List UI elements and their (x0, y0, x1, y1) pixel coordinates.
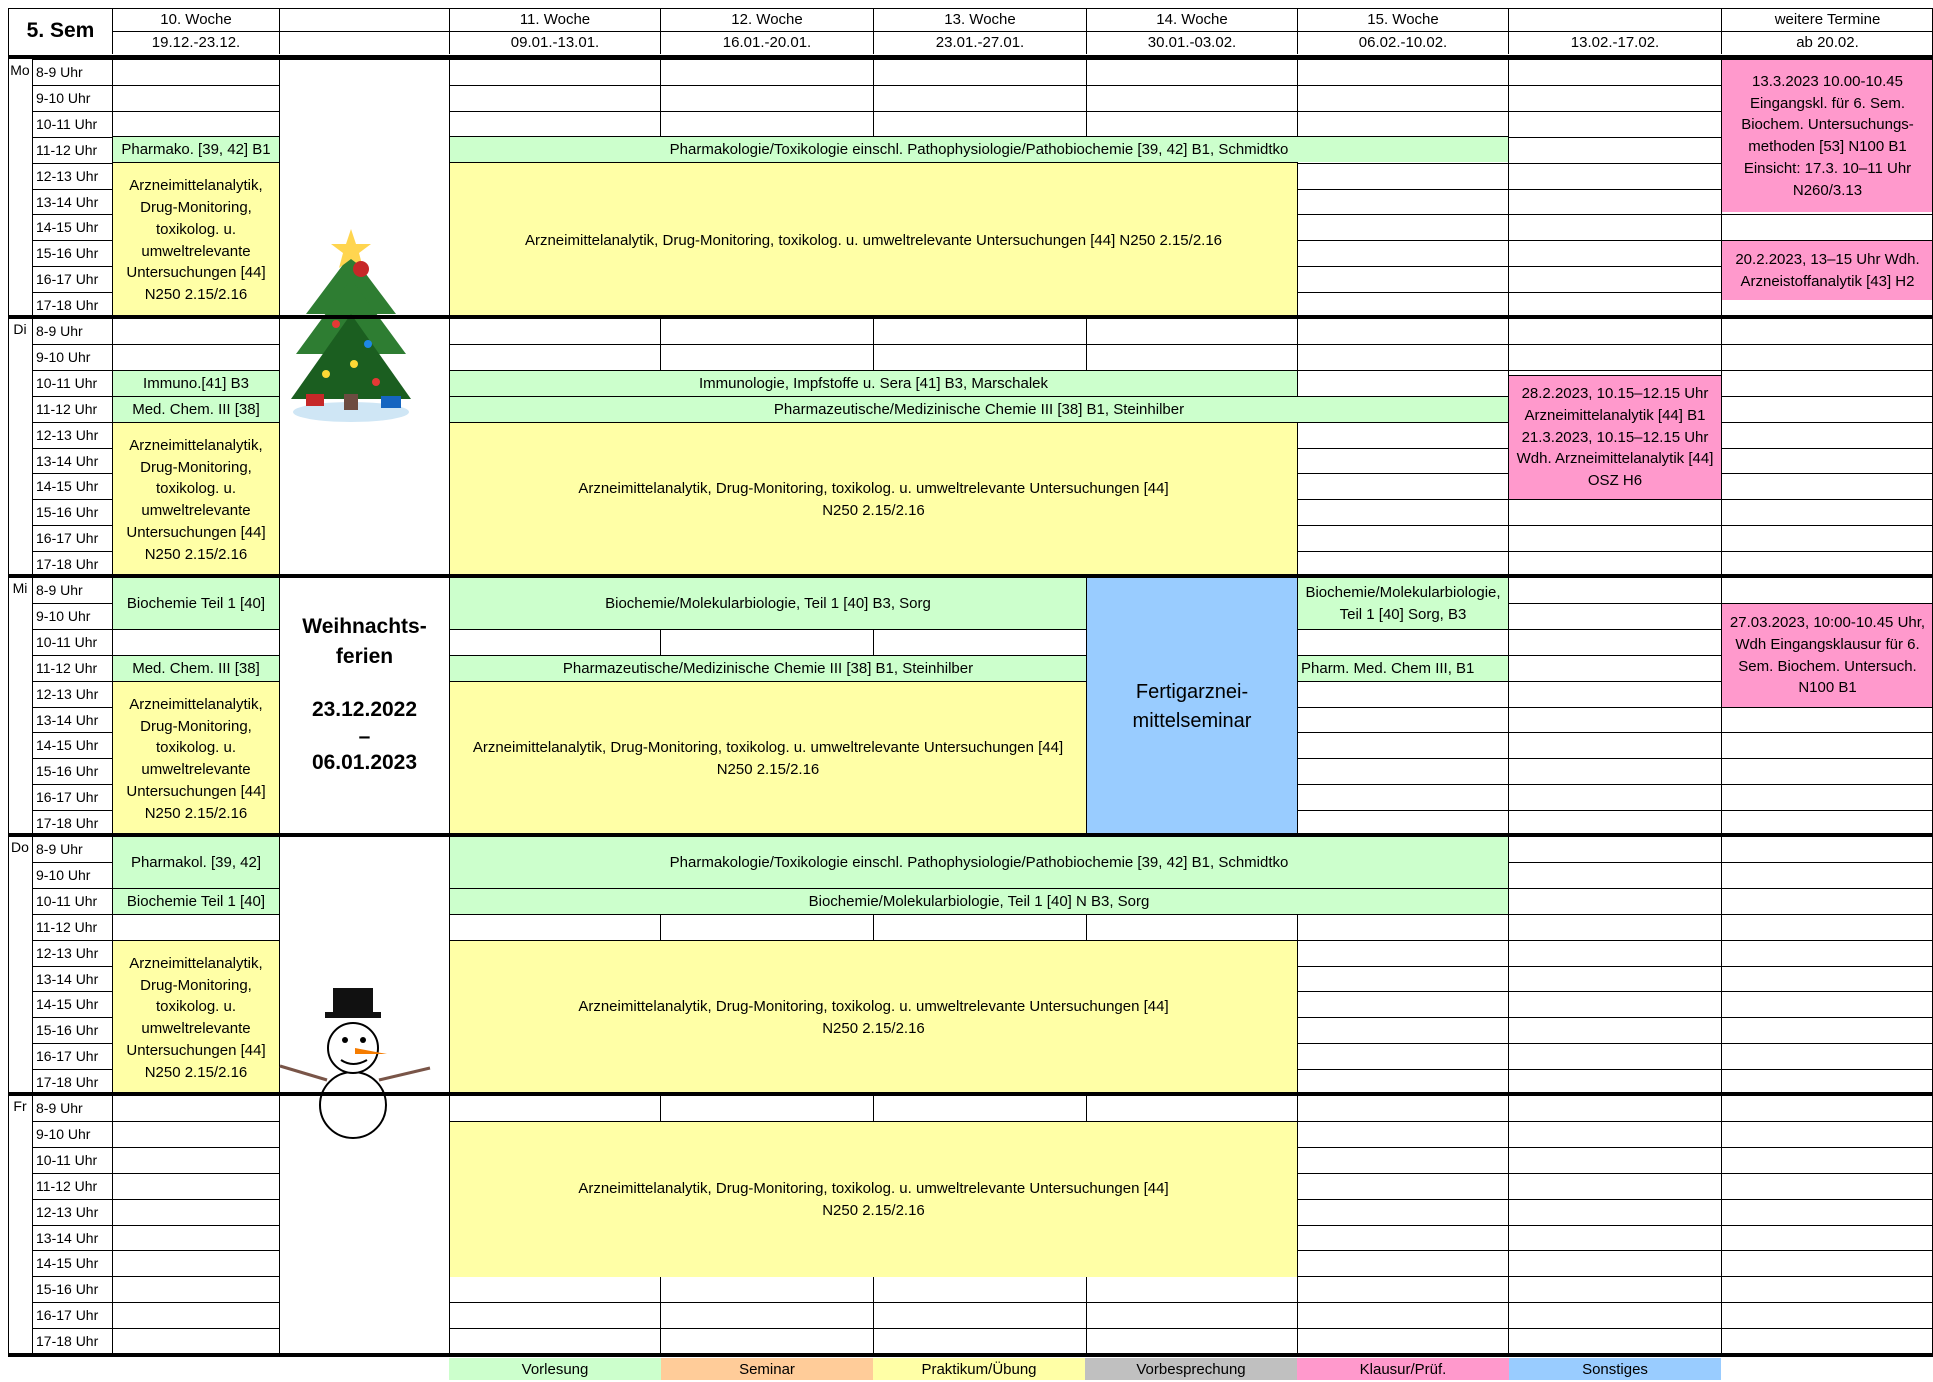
empty-slot[interactable] (1721, 784, 1933, 810)
hour-label: 16-17 Uhr (32, 1043, 112, 1069)
header-separator (8, 55, 1933, 59)
empty-slot[interactable] (873, 344, 1086, 370)
empty-slot[interactable] (1508, 577, 1721, 603)
empty-slot[interactable] (1508, 707, 1721, 732)
mi-biochem-short[interactable]: Biochemie Teil 1 [40] (112, 577, 279, 629)
empty-slot[interactable] (449, 1302, 660, 1328)
empty-slot[interactable] (1508, 189, 1721, 214)
empty-slot[interactable] (660, 1328, 873, 1354)
empty-slot[interactable] (873, 1095, 1086, 1121)
week-16-dates: 13.02.-17.02. (1508, 31, 1721, 54)
hour-label: 13-14 Uhr (32, 189, 112, 214)
holiday-to: 06.01.2023 (311, 751, 418, 775)
semester-label: 5. Sem (8, 8, 112, 54)
empty-slot[interactable] (449, 1276, 660, 1302)
empty-slot[interactable] (1086, 318, 1297, 344)
empty-slot[interactable] (1721, 732, 1933, 758)
empty-slot[interactable] (112, 1199, 279, 1225)
empty-slot[interactable] (449, 1328, 660, 1354)
legend-item: Vorlesung (449, 1358, 661, 1380)
empty-slot[interactable] (1508, 1199, 1721, 1225)
hour-label: 11-12 Uhr (32, 914, 112, 940)
legend-item: Sonstiges (1509, 1358, 1721, 1380)
hour-label: 14-15 Uhr (32, 214, 112, 240)
week-15-label: 15. Woche (1297, 8, 1508, 31)
empty-slot[interactable] (1508, 940, 1721, 966)
legend-item: Klausur/Prüf. (1297, 1358, 1509, 1380)
empty-slot[interactable] (1086, 1095, 1297, 1121)
empty-slot[interactable] (1508, 1328, 1721, 1354)
week-11-dates: 09.01.-13.01. (449, 31, 660, 54)
empty-slot[interactable] (1297, 1095, 1508, 1121)
hour-label: 9-10 Uhr (32, 862, 112, 888)
empty-slot[interactable] (1721, 1328, 1933, 1354)
empty-slot[interactable] (1721, 758, 1933, 784)
hour-label: 13-14 Uhr (32, 1225, 112, 1250)
hour-label: 10-11 Uhr (32, 370, 112, 396)
empty-slot[interactable] (1721, 862, 1933, 888)
empty-slot[interactable] (1508, 59, 1721, 85)
hour-label: 11-12 Uhr (32, 655, 112, 681)
empty-slot[interactable] (1508, 681, 1721, 707)
empty-slot[interactable] (873, 318, 1086, 344)
mo-exam-b[interactable]: 20.2.2023, 13–15 Uhr Wdh. Arzneistoffanalytik [43] H2 (1721, 240, 1933, 300)
empty-slot[interactable] (660, 1276, 873, 1302)
empty-slot[interactable] (112, 111, 279, 137)
day-label-fr: Fr (13, 1097, 27, 1114)
empty-slot[interactable] (112, 1095, 279, 1121)
empty-slot[interactable] (1297, 1276, 1508, 1302)
empty-slot[interactable] (1721, 1225, 1933, 1250)
empty-slot[interactable] (1721, 344, 1933, 370)
week-10-dates: 19.12.-23.12. (112, 31, 279, 54)
empty-slot[interactable] (1508, 888, 1721, 914)
di-immuno-short[interactable]: Immuno.[41] B3 (112, 370, 279, 396)
empty-slot[interactable] (660, 629, 873, 655)
empty-slot[interactable] (449, 111, 660, 137)
empty-slot[interactable] (1508, 629, 1721, 655)
empty-slot[interactable] (1297, 758, 1508, 784)
empty-slot[interactable] (1297, 499, 1508, 525)
hour-label: 16-17 Uhr (32, 266, 112, 292)
empty-slot[interactable] (1297, 966, 1508, 991)
empty-slot[interactable] (1297, 448, 1508, 473)
week-15-dates: 06.02.-10.02. (1297, 31, 1508, 54)
hour-label: 15-16 Uhr (32, 240, 112, 266)
empty-slot[interactable] (1508, 240, 1721, 266)
empty-slot[interactable] (1508, 603, 1721, 629)
empty-slot[interactable] (1508, 914, 1721, 940)
hour-label: 9-10 Uhr (32, 85, 112, 111)
hour-label: 15-16 Uhr (32, 1017, 112, 1043)
empty-slot[interactable] (112, 1121, 279, 1147)
empty-slot[interactable] (1508, 163, 1721, 189)
empty-slot[interactable] (873, 1328, 1086, 1354)
empty-slot[interactable] (449, 85, 660, 111)
week-13-label: 13. Woche (873, 8, 1086, 31)
empty-slot[interactable] (112, 59, 279, 85)
empty-slot[interactable] (449, 59, 660, 85)
empty-slot[interactable] (660, 59, 873, 85)
empty-slot[interactable] (1721, 318, 1933, 344)
empty-slot[interactable] (660, 344, 873, 370)
empty-slot[interactable] (1297, 111, 1508, 137)
hour-label: 14-15 Uhr (32, 1250, 112, 1276)
empty-slot[interactable] (1297, 473, 1508, 499)
bottom-border (8, 1353, 1933, 1357)
empty-slot[interactable] (1086, 59, 1297, 85)
hour-label: 13-14 Uhr (32, 448, 112, 473)
hour-label: 17-18 Uhr (32, 1069, 112, 1095)
empty-slot[interactable] (1721, 370, 1933, 396)
day-separator-fr (8, 1092, 1933, 1096)
empty-slot[interactable] (1297, 1043, 1508, 1069)
empty-slot[interactable] (112, 344, 279, 370)
hour-label: 17-18 Uhr (32, 1328, 112, 1354)
empty-slot[interactable] (1297, 1250, 1508, 1276)
empty-slot[interactable] (1508, 1095, 1721, 1121)
empty-slot[interactable] (1086, 1328, 1297, 1354)
empty-slot[interactable] (873, 111, 1086, 137)
holiday-dash: – (358, 725, 371, 749)
empty-slot[interactable] (1508, 499, 1721, 525)
empty-slot[interactable] (1721, 1276, 1933, 1302)
holiday-header-dates (279, 31, 449, 54)
empty-slot[interactable] (1297, 1225, 1508, 1250)
empty-slot[interactable] (449, 914, 660, 940)
empty-slot[interactable] (1508, 111, 1721, 137)
mi-exam[interactable]: 27.03.2023, 10:00-10.45 Uhr, Wdh Eingangsklausur für 6. Sem. Biochem. Untersuch. N100 B1 (1721, 603, 1933, 707)
empty-slot[interactable] (1297, 344, 1508, 370)
empty-slot[interactable] (112, 1302, 279, 1328)
hour-label: 15-16 Uhr (32, 758, 112, 784)
empty-slot[interactable] (1721, 966, 1933, 991)
hour-label: 14-15 Uhr (32, 991, 112, 1017)
empty-slot[interactable] (112, 1147, 279, 1173)
empty-slot[interactable] (449, 344, 660, 370)
di-medchem-short[interactable]: Med. Chem. III [38] (112, 396, 279, 422)
empty-slot[interactable] (1297, 318, 1508, 344)
mo-arz-long[interactable]: Arzneimittelanalytik, Drug-Monitoring, toxikolog. u. umweltrelevante Untersuchungen [44] N250 2.15/2.16 (449, 162, 1297, 318)
mi-medchem-short[interactable]: Med. Chem. III [38] (112, 655, 279, 681)
empty-slot[interactable] (1721, 1302, 1933, 1328)
holiday-header (279, 8, 449, 31)
empty-slot[interactable] (1297, 525, 1508, 551)
week-14-dates: 30.01.-03.02. (1086, 31, 1297, 54)
empty-slot[interactable] (1086, 85, 1297, 111)
hour-label: 15-16 Uhr (32, 1276, 112, 1302)
further-dates-label: weitere Termine (1721, 8, 1933, 31)
hour-label: 11-12 Uhr (32, 1173, 112, 1199)
empty-slot[interactable] (112, 629, 279, 655)
week-16-label (1508, 8, 1721, 31)
empty-slot[interactable] (1297, 707, 1508, 732)
empty-slot[interactable] (1508, 344, 1721, 370)
empty-slot[interactable] (1086, 111, 1297, 137)
empty-slot[interactable] (1721, 888, 1933, 914)
empty-slot[interactable] (1297, 1173, 1508, 1199)
empty-slot[interactable] (1297, 163, 1508, 189)
empty-slot[interactable] (660, 1095, 873, 1121)
empty-slot[interactable] (1508, 991, 1721, 1017)
legend-item: Praktikum/Übung (873, 1358, 1085, 1380)
do-biochem-long[interactable]: Biochemie/Molekularbiologie, Teil 1 [40] N B3, Sorg (449, 888, 1508, 914)
empty-slot[interactable] (1508, 318, 1721, 344)
hour-label: 12-13 Uhr (32, 681, 112, 707)
empty-slot[interactable] (1297, 629, 1508, 655)
further-dates-dates: ab 20.02. (1721, 31, 1933, 54)
hour-label: 10-11 Uhr (32, 111, 112, 137)
snowman-icon (275, 980, 435, 1140)
day-label-di: Di (13, 320, 27, 337)
empty-slot[interactable] (660, 318, 873, 344)
week-10-label: 10. Woche (112, 8, 279, 31)
empty-slot[interactable] (1721, 525, 1933, 551)
empty-slot[interactable] (1721, 1121, 1933, 1147)
empty-slot[interactable] (660, 1302, 873, 1328)
empty-slot[interactable] (1721, 991, 1933, 1017)
empty-slot[interactable] (1297, 784, 1508, 810)
day-separator-do (8, 833, 1933, 837)
empty-slot[interactable] (1721, 214, 1933, 240)
empty-slot[interactable] (1297, 85, 1508, 111)
empty-slot[interactable] (1086, 344, 1297, 370)
hour-label: 15-16 Uhr (32, 499, 112, 525)
empty-slot[interactable] (1721, 1095, 1933, 1121)
hour-label: 12-13 Uhr (32, 940, 112, 966)
empty-slot[interactable] (1721, 940, 1933, 966)
empty-slot[interactable] (873, 59, 1086, 85)
do-biochem-short[interactable]: Biochemie Teil 1 [40] (112, 888, 279, 914)
day-label-mi: Mi (12, 579, 28, 596)
mi-medchem-long[interactable]: Pharmazeutische/Medizinische Chemie III [38] B1, Steinhilber (449, 655, 1086, 681)
top-border (8, 8, 1933, 9)
empty-slot[interactable] (1297, 1147, 1508, 1173)
empty-slot[interactable] (1297, 266, 1508, 292)
left-border (8, 8, 9, 1357)
hour-label: 10-11 Uhr (32, 1147, 112, 1173)
mi-biochem-long[interactable]: Biochemie/Molekularbiologie, Teil 1 [40] B3, Sorg (449, 577, 1086, 629)
empty-slot[interactable] (449, 318, 660, 344)
empty-slot[interactable] (1508, 137, 1721, 163)
hour-label: 11-12 Uhr (32, 137, 112, 163)
empty-slot[interactable] (1508, 784, 1721, 810)
empty-slot[interactable] (1721, 422, 1933, 448)
empty-slot[interactable] (1721, 707, 1933, 732)
di-medchem-long[interactable]: Pharmazeutische/Medizinische Chemie III [38] B1, Steinhilber (449, 396, 1508, 422)
do-arz-long[interactable]: Arzneimittelanalytik, Drug-Monitoring, toxikolog. u. umweltrelevante Untersuchungen [44] N250 2.15/2.16 (449, 940, 1297, 1095)
empty-slot[interactable] (449, 1095, 660, 1121)
empty-slot[interactable] (1721, 1173, 1933, 1199)
week-14-label: 14. Woche (1086, 8, 1297, 31)
do-arz-short[interactable]: Arzneimittelanalytik, Drug-Monitoring, toxikolog. u. umweltrelevante Untersuchungen [44] N250 2.15/2.16 (112, 940, 279, 1095)
empty-slot[interactable] (1297, 1302, 1508, 1328)
empty-slot[interactable] (1721, 1043, 1933, 1069)
empty-slot[interactable] (1721, 1017, 1933, 1043)
mi-arz-short[interactable]: Arzneimittelanalytik, Drug-Monitoring, toxikolog. u. umweltrelevante Untersuchungen [44] N250 2.15/2.16 (112, 681, 279, 836)
hour-label: 11-12 Uhr (32, 396, 112, 422)
di-immuno-long[interactable]: Immunologie, Impfstoffe u. Sera [41] B3, Marschalek (449, 370, 1297, 396)
empty-slot[interactable] (1508, 758, 1721, 784)
hour-label: 16-17 Uhr (32, 525, 112, 551)
hour-label: 17-18 Uhr (32, 551, 112, 577)
di-arz-long[interactable]: Arzneimittelanalytik, Drug-Monitoring, toxikolog. u. umweltrelevante Untersuchungen [44] N250 2.15/2.16 (449, 422, 1297, 577)
empty-slot[interactable] (873, 914, 1086, 940)
hour-label: 14-15 Uhr (32, 473, 112, 499)
mo-arz-short[interactable]: Arzneimittelanalytik, Drug-Monitoring, toxikolog. u. umweltrelevante Untersuchungen [44] N250 2.15/2.16 (112, 162, 279, 318)
empty-slot[interactable] (1721, 577, 1933, 603)
fr-arz-long[interactable]: Arzneimittelanalytik, Drug-Monitoring, toxikolog. u. umweltrelevante Untersuchungen [44] N250 2.15/2.16 (449, 1121, 1297, 1277)
empty-slot[interactable] (112, 1173, 279, 1199)
week-12-dates: 16.01.-20.01. (660, 31, 873, 54)
day-label-do: Do (11, 838, 29, 855)
empty-slot[interactable] (660, 85, 873, 111)
holiday-title: Weihnachts- ferien (302, 615, 427, 669)
mi-arz-long[interactable]: Arzneimittelanalytik, Drug-Monitoring, toxikolog. u. umweltrelevante Untersuchungen [44] N250 2.15/2.16 (449, 681, 1086, 836)
empty-slot[interactable] (1508, 525, 1721, 551)
empty-slot[interactable] (449, 629, 660, 655)
empty-slot[interactable] (660, 914, 873, 940)
empty-slot[interactable] (873, 1302, 1086, 1328)
day-separator-mi (8, 574, 1933, 578)
empty-slot[interactable] (1297, 1328, 1508, 1354)
empty-slot[interactable] (1297, 1017, 1508, 1043)
empty-slot[interactable] (1508, 655, 1721, 681)
hour-label: 8-9 Uhr (32, 1095, 112, 1121)
hour-label: 8-9 Uhr (32, 577, 112, 603)
week-11-label: 11. Woche (449, 8, 660, 31)
hour-label: 8-9 Uhr (32, 318, 112, 344)
empty-slot[interactable] (112, 1276, 279, 1302)
do-pharmakol-short[interactable]: Pharmakol. [39, 42] (112, 836, 279, 888)
empty-slot[interactable] (112, 1328, 279, 1354)
empty-slot[interactable] (1508, 1017, 1721, 1043)
hour-label: 10-11 Uhr (32, 888, 112, 914)
hour-label: 10-11 Uhr (32, 629, 112, 655)
empty-slot[interactable] (1721, 1147, 1933, 1173)
empty-slot[interactable] (1721, 1250, 1933, 1276)
day-column-divider (32, 59, 33, 1353)
empty-slot[interactable] (873, 85, 1086, 111)
empty-slot[interactable] (873, 629, 1086, 655)
empty-slot[interactable] (1508, 1225, 1721, 1250)
empty-slot[interactable] (1508, 862, 1721, 888)
empty-slot[interactable] (1297, 940, 1508, 966)
empty-slot[interactable] (1297, 422, 1508, 448)
empty-slot[interactable] (1297, 1199, 1508, 1225)
empty-slot[interactable] (1086, 1276, 1297, 1302)
empty-slot[interactable] (112, 318, 279, 344)
empty-slot[interactable] (1721, 1199, 1933, 1225)
empty-slot[interactable] (1086, 914, 1297, 940)
empty-slot[interactable] (1508, 1147, 1721, 1173)
hour-label: 8-9 Uhr (32, 836, 112, 862)
holiday-from: 23.12.2022 (311, 697, 418, 721)
empty-slot[interactable] (1721, 914, 1933, 940)
empty-slot[interactable] (112, 1250, 279, 1276)
hour-label: 12-13 Uhr (32, 1199, 112, 1225)
hour-label: 9-10 Uhr (32, 603, 112, 629)
empty-slot[interactable] (1721, 448, 1933, 473)
empty-slot[interactable] (1721, 836, 1933, 862)
christmas-tree-icon (286, 224, 416, 424)
mo-pharmako-short[interactable]: Pharmako. [39, 42] B1 (112, 136, 279, 162)
empty-slot[interactable] (1297, 914, 1508, 940)
week-13-dates: 23.01.-27.01. (873, 31, 1086, 54)
empty-slot[interactable] (1086, 1302, 1297, 1328)
empty-slot[interactable] (1508, 1121, 1721, 1147)
empty-slot[interactable] (1721, 473, 1933, 499)
empty-slot[interactable] (1297, 240, 1508, 266)
empty-slot[interactable] (1297, 1121, 1508, 1147)
hour-label: 13-14 Uhr (32, 966, 112, 991)
di-exam[interactable]: 28.2.2023, 10.15–12.15 Uhr Arzneimittelanalytik [44] B1 21.3.2023, 10.15–12.15 Uhr Wdh. Arzneimittelanalytik [44] OSZ H6 (1508, 375, 1721, 499)
empty-slot[interactable] (1508, 1043, 1721, 1069)
legend-item: Seminar (661, 1358, 873, 1380)
mo-pharmako-long[interactable]: Pharmakologie/Toxikologie einschl. Pathophysiologie/Pathobiochemie [39, 42] B1, Schmidtko (449, 136, 1508, 162)
week-12-label: 12. Woche (660, 8, 873, 31)
empty-slot[interactable] (1297, 732, 1508, 758)
empty-slot[interactable] (1508, 1250, 1721, 1276)
empty-slot[interactable] (1508, 85, 1721, 111)
empty-slot[interactable] (1508, 214, 1721, 240)
hour-label: 12-13 Uhr (32, 422, 112, 448)
empty-slot[interactable] (1508, 966, 1721, 991)
mi-pharmmed-w15[interactable]: Pharm. Med. Chem III, B1 (1297, 655, 1508, 681)
hour-label: 9-10 Uhr (32, 344, 112, 370)
empty-slot[interactable] (112, 85, 279, 111)
empty-slot[interactable] (1508, 1302, 1721, 1328)
hour-label: 17-18 Uhr (32, 810, 112, 836)
mo-exam-a[interactable]: 13.3.2023 10.00-10.45 Eingangskl. für 6. Sem. Biochem. Untersuchungs- methoden [53] N100 B1 Einsicht: 17.3. 10–11 Uhr N260/3.13 (1721, 59, 1933, 212)
empty-slot[interactable] (1297, 59, 1508, 85)
empty-slot[interactable] (1721, 499, 1933, 525)
legend-item: Vorbesprechung (1085, 1358, 1297, 1380)
di-arz-short[interactable]: Arzneimittelanalytik, Drug-Monitoring, toxikolog. u. umweltrelevante Untersuchungen [44] N250 2.15/2.16 (112, 422, 279, 577)
empty-slot[interactable] (1508, 732, 1721, 758)
empty-slot[interactable] (112, 1225, 279, 1250)
empty-slot[interactable] (1297, 681, 1508, 707)
empty-slot[interactable] (1508, 836, 1721, 862)
empty-slot[interactable] (1721, 396, 1933, 422)
empty-slot[interactable] (1297, 189, 1508, 214)
hour-label: 14-15 Uhr (32, 732, 112, 758)
do-pharmakol-long[interactable]: Pharmakologie/Toxikologie einschl. Pathophysiologie/Pathobiochemie [39, 42] B1, Schmidtko (449, 836, 1508, 888)
empty-slot[interactable] (1508, 266, 1721, 292)
empty-slot[interactable] (1508, 1276, 1721, 1302)
day-label-mo: Mo (10, 61, 30, 78)
empty-slot[interactable] (112, 914, 279, 940)
hour-label: 17-18 Uhr (32, 292, 112, 318)
empty-slot[interactable] (1508, 1173, 1721, 1199)
hour-label: 8-9 Uhr (32, 59, 112, 85)
hour-label: 16-17 Uhr (32, 784, 112, 810)
day-separator-di (8, 315, 1933, 319)
hour-label: 13-14 Uhr (32, 707, 112, 732)
hour-label: 16-17 Uhr (32, 1302, 112, 1328)
empty-slot[interactable] (873, 1276, 1086, 1302)
mi-biochem-w15[interactable]: Biochemie/Molekularbiologie, Teil 1 [40] Sorg, B3 (1297, 577, 1508, 629)
empty-slot[interactable] (1297, 370, 1508, 396)
empty-slot[interactable] (1297, 991, 1508, 1017)
empty-slot[interactable] (660, 111, 873, 137)
hour-label: 9-10 Uhr (32, 1121, 112, 1147)
hour-label: 12-13 Uhr (32, 163, 112, 189)
mi-fertigarznei[interactable]: Fertigarznei- mittelseminar (1086, 577, 1297, 836)
empty-slot[interactable] (1297, 214, 1508, 240)
